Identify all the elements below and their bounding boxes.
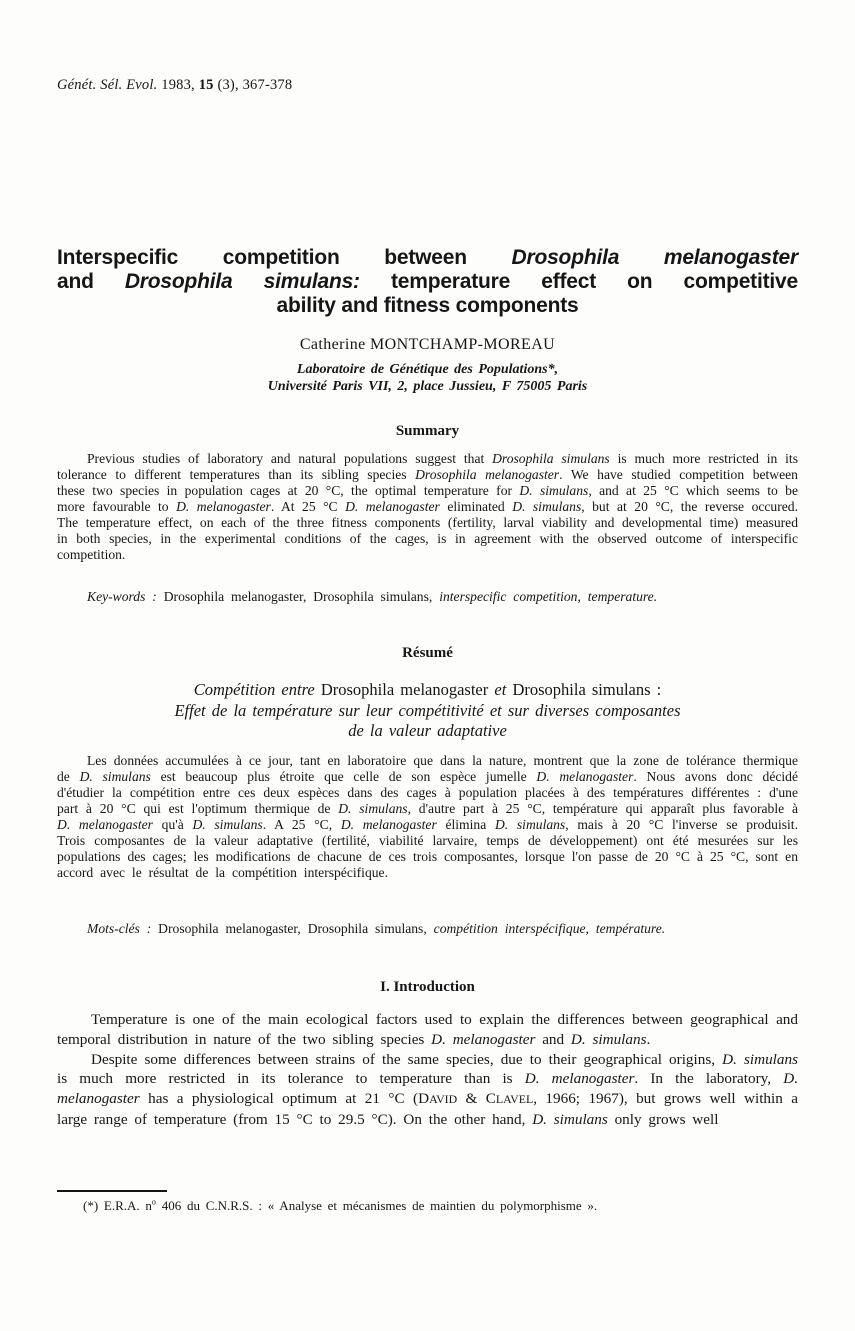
mots-cles-paragraph: Mots-clés : Drosophila melanogaster, Drosophila simulans, compétition interspécifique, température. (87, 921, 666, 936)
resume-subtitle-line-3: de la valeur adaptative (348, 721, 507, 740)
summary-heading: Summary (395, 423, 460, 439)
introduction-section (57, 1010, 798, 1130)
introduction-heading: I. Introduction (380, 979, 475, 995)
introduction-paragraph-2: Despite some differences between strains of the same species, due to their geographical origins, D. simulans is much more restricted in its tolerance to temperature than is D. melanogaster. In the laboratory, D. melanogaster has a physiological optimum at 21 °C (DAVID & CLAVEL, 1966; 1967), but grows well within a large range of temperature (from 15 °C to 29.5 °C). On the other hand, D. simulans only grows well (57, 1050, 799, 1128)
summary-section (57, 451, 798, 563)
author-name: Catherine MONTCHAMP-MOREAU (299, 336, 556, 353)
introduction-paragraph-1: Temperature is one of the main ecological factors used to explain the differences between geographical and temporal distribution in nature of the two sibling species D. melanogaster and D. simulans. (57, 1011, 798, 1048)
affiliation (57, 362, 798, 395)
article-title (57, 246, 798, 318)
article-title-line-1: Interspecific competition between Drosophila melanogaster (57, 246, 799, 269)
keywords-paragraph: Key-words : Drosophila melanogaster, Drosophila simulans, interspecific competition, temperature. (87, 589, 658, 604)
footnote-text: (*) E.R.A. $n^o$ 406 du C.N.R.S. : « Analyse et mécanismes de maintien du polymorphisme ». (83, 1197, 598, 1213)
footnote (57, 1198, 798, 1214)
resume-subtitle-line-1: Compétition entre Drosophila melanogaster et Drosophila simulans : (193, 680, 662, 699)
resume-subtitle (57, 680, 798, 742)
article-title-line-2: and Drosophila simulans: temperature effect on competitive (57, 270, 798, 293)
journal-citation: Génét. Sél. Evol. 1983, 15 (3), 367-378 (57, 77, 293, 93)
article-title-line-3: ability and fitness components (276, 294, 579, 317)
keywords-section (57, 589, 798, 605)
affiliation-line-1: Laboratoire de Génétique des Populations*, (296, 362, 559, 377)
footnote-rule (57, 1190, 167, 1192)
resume-subtitle-line-2: Effet de la température sur leur compétitivité et sur diverses composantes (174, 700, 681, 720)
mots-cles-section (57, 921, 798, 937)
affiliation-line-2: Université Paris VII, 2, place Jussieu, F 75005 Paris (267, 378, 588, 394)
resume-paragraph: Les données accumulées à ce jour, tant en laboratoire que dans la nature, montrent que la zone de tolérance thermique de D. simulans est beaucoup plus étroite que celle de son espèce jumelle D. melanogaster. Nous avons donc décidé d'étudier la compétition entre ces deux espèces dans des cages à population placées à des températures différentes : d'une part à 20 °C qui est l'optimum thermique de D. simulans, d'autre part à 25 °C, température qui apparaît plus favorable à D. melanogaster qu'à D. simulans. A 25 °C, D. melanogaster élimina D. simulans, mais à 20 °C l'inverse se produisit. Trois composantes de la valeur adaptative (fertilité, viabilité larvaire, temps de développement) ont été mesurées sur les populations des cages; les modifications de chacune de ces trois composantes, lorsque l'on passe de 20 °C à 25 °C, sont en accord avec le résultat de la compétition interspécifique. (57, 753, 798, 880)
resume-section (57, 753, 798, 881)
summary-paragraph: Previous studies of laboratory and natural populations suggest that Drosophila simulans is much more restricted in its tolerance to different temperatures than its sibling species Drosophila melanogaster. We have studied competition between these two species in population cages at 20 °C, the optimal temperature for D. simulans, and at 25 °C which seems to be more favourable to D. melanogaster. At 25 °C D. melanogaster eliminated D. simulans, but at 20 °C, the reverse occured. The temperature effect, on each of the three fitness components (fertility, larval viability and developmental time) measured in both species, in the experimental conditions of the cages, is in agreement with the observed outcome of interspecific competition. (57, 451, 798, 562)
resume-heading: Résumé (402, 645, 453, 661)
